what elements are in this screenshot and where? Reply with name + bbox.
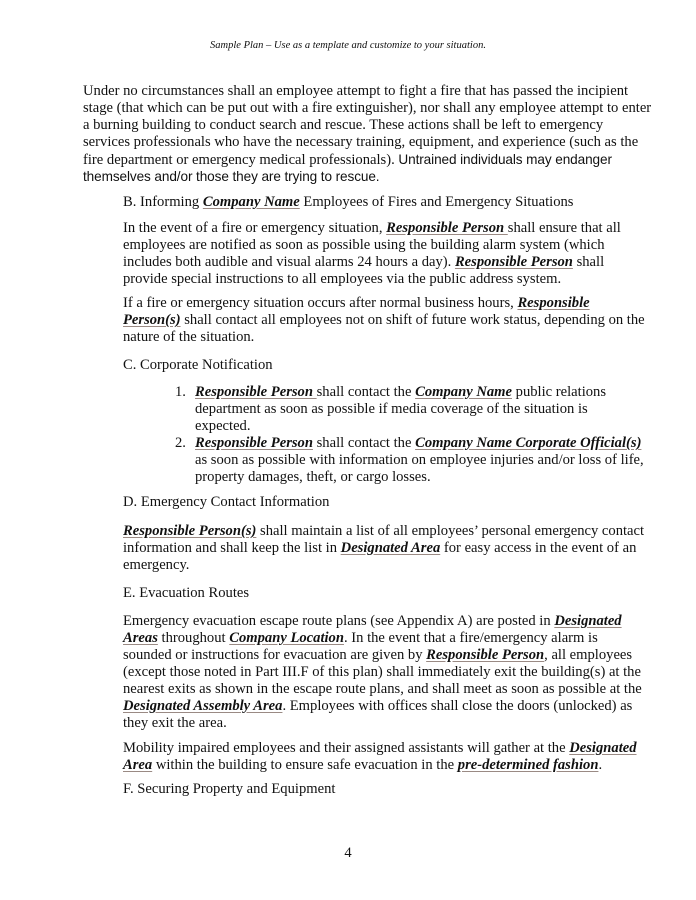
text-line — [195, 418, 251, 435]
text-line — [123, 781, 335, 798]
text-segment: emergency. — [123, 557, 190, 573]
text-segment: E. Evacuation Routes — [123, 585, 250, 601]
text-line — [123, 757, 602, 774]
text-segment: Emergency evacuation escape route plans (see Appendix A) are posted in — [123, 613, 555, 629]
text-line — [123, 523, 644, 540]
text-segment: In the event of a fire or emergency situation, — [123, 220, 387, 236]
text-segment: 2. — [175, 435, 186, 451]
text-line — [83, 151, 612, 168]
text-segment: If a fire or emergency situation occurs after normal business hours, — [123, 295, 518, 311]
text-line — [195, 452, 644, 469]
text-line — [123, 740, 637, 757]
text-line — [123, 585, 249, 602]
text-line — [123, 194, 573, 211]
text-segment: nearest exits as shown in the escape route plans, and shall meet as soon as possible at the — [123, 681, 642, 697]
placeholder-field: Responsible Person(s) — [123, 523, 257, 539]
placeholder-field: Company Name — [202, 194, 300, 210]
placeholder-field: Company Name — [415, 384, 512, 400]
text-line — [123, 698, 632, 715]
text-line — [123, 647, 632, 664]
text-segment: F. Securing Property and Equipment — [123, 781, 336, 797]
text-line — [123, 357, 273, 374]
text-line — [123, 630, 598, 647]
text-line — [123, 254, 604, 271]
placeholder-field: Responsible Person — [426, 647, 545, 663]
text-line — [123, 220, 621, 237]
text-segment: a burning building to conduct search and rescue. These actions shall be left to emergency — [83, 117, 604, 133]
text-segment: expected. — [195, 418, 251, 434]
text-segment: fire department or emergency medical professionals). — [83, 152, 399, 168]
text-segment: employees are notified as soon as possible using the building alarm system (which — [123, 237, 605, 253]
text-segment: property damages, theft, or cargo losses. — [195, 469, 431, 485]
placeholder-field: Area — [123, 757, 153, 773]
text-line — [195, 469, 431, 486]
text-line — [83, 83, 628, 100]
text-segment: shall ensure that all — [507, 220, 621, 236]
text-segment: Untrained individuals may endanger — [398, 152, 612, 167]
text-line — [195, 401, 588, 418]
text-segment: , all employees — [544, 647, 633, 663]
placeholder-field: Responsible — [517, 295, 590, 311]
text-segment: shall contact the — [312, 435, 416, 451]
text-segment: public relations — [512, 384, 607, 400]
text-segment: . — [598, 757, 603, 773]
text-line — [123, 312, 645, 329]
text-segment: . Employees with offices shall close the doors (unlocked) as — [282, 698, 633, 714]
placeholder-field: Areas — [123, 630, 158, 646]
text-segment: sounded or instructions for evacuation are given by — [123, 647, 427, 663]
text-segment: 1. — [175, 384, 186, 400]
text-segment: C. Corporate Notification — [123, 357, 273, 373]
text-segment: Employees of Fires and Emergency Situations — [299, 194, 574, 210]
placeholder-field: Responsible Person — [454, 254, 573, 270]
placeholder-field: Designated Assembly Area — [123, 698, 283, 714]
placeholder-field: Company Name Corporate Official(s) — [415, 435, 642, 451]
text-line — [175, 435, 186, 452]
text-line — [123, 295, 590, 312]
text-segment: . In the event that a fire/emergency alarm is — [343, 630, 598, 646]
text-line — [123, 271, 561, 288]
text-line — [123, 237, 605, 254]
text-segment: information and shall keep the list in — [123, 540, 341, 556]
text-segment: they exit the area. — [123, 715, 227, 731]
text-line — [123, 557, 189, 574]
text-segment: D. Emergency Contact Information — [123, 494, 330, 510]
placeholder-field: Person(s) — [123, 312, 181, 328]
text-segment: throughout — [157, 630, 230, 646]
page-number: 4 — [344, 845, 352, 861]
text-line — [123, 613, 622, 630]
placeholder-field: Responsible Person — [386, 220, 508, 236]
text-segment: includes both audible and visual alarms 24 hours a day). — [123, 254, 455, 270]
text-segment: within the building to ensure safe evacuation in the — [152, 757, 458, 773]
text-segment: for easy access in the event of an — [440, 540, 637, 556]
text-line — [123, 715, 227, 732]
text-line — [123, 494, 329, 511]
text-segment: shall maintain a list of all employees’ personal emergency contact — [256, 523, 645, 539]
text-line — [83, 134, 638, 151]
placeholder-field: Responsible Person — [195, 384, 317, 400]
text-segment: nature of the situation. — [123, 329, 255, 345]
text-segment: provide special instructions to all employees via the public address system. — [123, 271, 562, 287]
placeholder-field: pre-determined fashion — [457, 757, 599, 773]
text-segment: stage (that which can be put out with a fire extinguisher), nor shall any employee attempt to enter — [83, 100, 652, 116]
placeholder-field: Designated — [554, 613, 622, 629]
text-segment: department as soon as possible if media coverage of the situation is — [195, 401, 588, 417]
text-line — [175, 384, 186, 401]
placeholder-field: Responsible Person — [195, 435, 313, 451]
text-segment: Under no circumstances shall an employee attempt to fight a fire that has passed the incipient — [83, 83, 629, 99]
text-segment: shall contact all employees not on shift of future work status, depending on the — [180, 312, 645, 328]
text-line — [83, 100, 651, 117]
placeholder-field: Company Location — [229, 630, 344, 646]
text-line — [123, 681, 642, 698]
page-header: Sample Plan – Use as a template and customize to your situation. — [210, 40, 486, 51]
placeholder-field: Designated Area — [340, 540, 441, 556]
text-line — [195, 384, 606, 401]
text-segment: services professionals who have the necessary training, equipment, and experience (such as the — [83, 134, 639, 150]
text-line — [83, 168, 380, 185]
text-segment: shall — [572, 254, 605, 270]
text-line — [123, 329, 254, 346]
text-segment: B. Informing — [123, 194, 203, 210]
text-line — [123, 540, 636, 557]
text-line — [83, 117, 603, 134]
text-line — [123, 664, 641, 681]
placeholder-field: Designated — [569, 740, 637, 756]
text-segment: (except those noted in Part III.F of this plan) shall immediately exit the building(s) at the — [123, 664, 641, 680]
text-line — [195, 435, 641, 452]
text-segment: as soon as possible with information on employee injuries and/or loss of life, — [195, 452, 644, 468]
text-segment: Mobility impaired employees and their assigned assistants will gather at the — [123, 740, 570, 756]
text-segment: shall contact the — [316, 384, 416, 400]
text-segment: themselves and/or those they are trying to rescue. — [83, 169, 380, 184]
